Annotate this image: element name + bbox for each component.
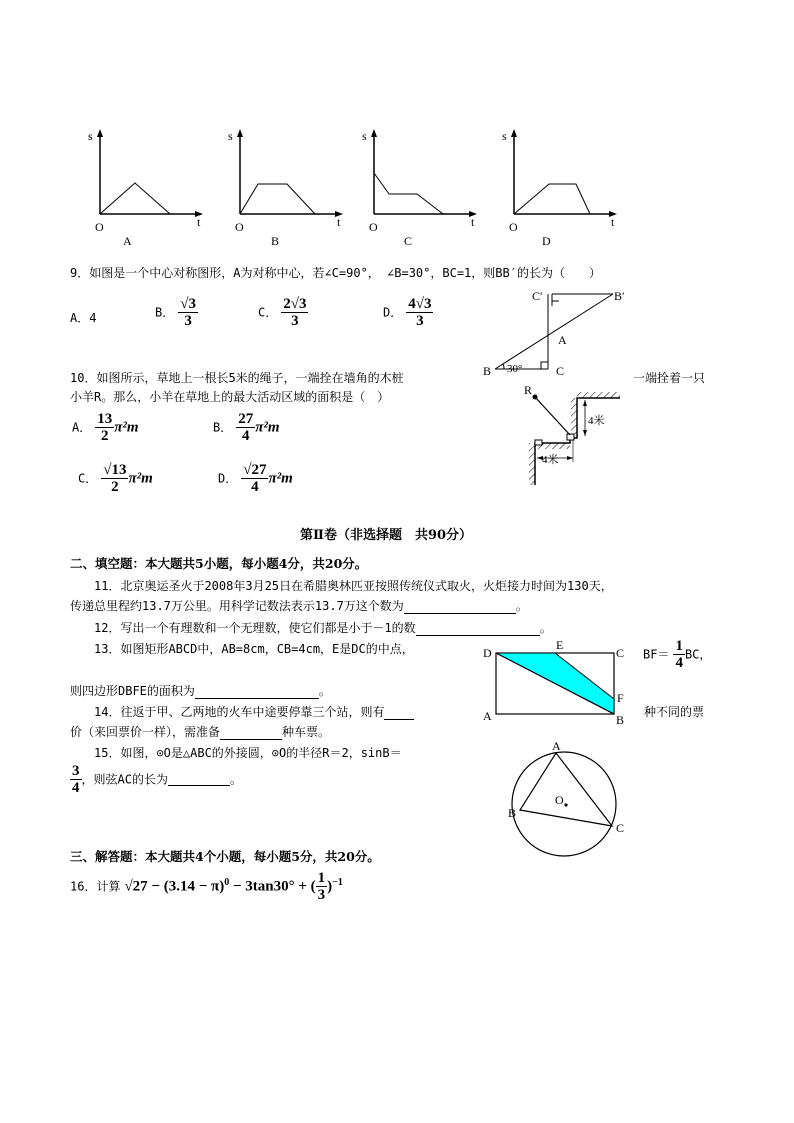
label-o: O: [555, 793, 564, 807]
q12-text: 12．写出一个有理数和一个无理数，使它们都是小于－1的数: [94, 621, 416, 635]
q15-answer-blank[interactable]: [168, 773, 230, 786]
frac-num: 27: [238, 411, 254, 427]
option-tail: π²m: [255, 419, 280, 436]
q15-line1: 15．如图，⊙O是△ABC的外接圆，⊙O的半径R＝2，sinB＝: [94, 746, 402, 760]
frac-num: 2√3: [283, 296, 307, 312]
q13-figure: [480, 640, 630, 725]
graph-b-label: B: [271, 234, 280, 248]
section2-heading: 二、填空题：本大题共5小题，每小题4分，共20分。: [70, 556, 368, 571]
label-angle: 30°: [507, 363, 523, 375]
label-b: B: [616, 713, 625, 727]
frac-num: √3: [180, 296, 196, 312]
q16-expr2: − 3tan30° + (: [229, 878, 316, 895]
origin-label: O: [95, 220, 104, 234]
label-a: A: [552, 739, 561, 753]
q13-end: 。: [318, 684, 331, 698]
q10-option-b: [213, 411, 280, 444]
frac-den: 3: [184, 313, 192, 329]
frac-den: 3: [291, 313, 299, 329]
q9-stem: 9．如图是一个中心对称图形，A为对称中心，若∠C=90°， ∠B=30°，BC=1，则BB′的长为（ ）: [70, 266, 601, 280]
q13-bc: BC，: [684, 647, 712, 662]
option-letter: D．: [383, 305, 403, 320]
q12-line: [94, 620, 552, 636]
option-tail: π²m: [114, 419, 139, 436]
q13-bf: BF＝: [643, 647, 670, 662]
dim-horizontal: 4米: [542, 454, 559, 466]
frac-den: 4: [251, 479, 259, 495]
q11-line2: [70, 598, 528, 614]
option-tail: π²m: [268, 470, 293, 487]
option-value: 4: [89, 311, 97, 325]
label-e: E: [556, 638, 564, 652]
graph-d-label: D: [542, 234, 551, 248]
origin-label: O: [509, 220, 518, 234]
dim-vertical: 4米: [588, 415, 605, 427]
option-letter: B．: [155, 305, 175, 320]
q13-bf-expr: [643, 638, 711, 671]
q11-end: 。: [515, 599, 528, 613]
frac-den: 3: [317, 887, 326, 903]
option-letter: C．: [78, 471, 98, 486]
graph-c: [359, 128, 479, 248]
graph-d: [499, 128, 619, 248]
graph-c-label: C: [404, 234, 413, 248]
q11-text: 传递总里程约13.7万公里。用科学记数法表示13.7万这个数为: [70, 599, 404, 613]
q9-figure: [480, 286, 640, 386]
axis-t-label: t: [337, 215, 341, 229]
q13-answer-blank[interactable]: [195, 686, 319, 699]
graph-a: [85, 128, 205, 248]
frac-den: 2: [100, 428, 109, 444]
q16-expr3: ): [327, 878, 333, 895]
q15-end: 。: [229, 772, 242, 787]
q16-line: [70, 870, 343, 903]
q9-option-c: [258, 296, 308, 329]
q16-exp0: 0: [224, 876, 230, 888]
q15-figure: [500, 740, 640, 860]
label-b: B: [508, 806, 517, 820]
option-letter: C．: [258, 305, 278, 320]
axis-s-label: s: [362, 129, 367, 143]
q10-line1a: 10．如图所示，草地上一根长5米的绳子，一端拴在墙角的木桩: [70, 371, 404, 385]
frac-num: 3: [72, 763, 80, 779]
frac-den: 4: [675, 655, 683, 671]
frac-num: 13: [97, 411, 113, 427]
q10-figure: [515, 380, 635, 490]
origin-label: O: [369, 220, 378, 234]
q9-option-b: [155, 296, 198, 329]
section3-heading: 三、解答题：本大题共4个小题，每小题5分，共20分。: [70, 849, 380, 864]
q16-label: 16．计算: [70, 879, 121, 894]
axis-t-label: t: [611, 215, 615, 229]
q12-end: 。: [539, 621, 552, 635]
q11-line1: 11．北京奥运圣火于2008年3月25日在希腊奥林匹亚按照传统仪式取火，火炬接力时间为130天，: [94, 579, 613, 593]
q9-option-a: [70, 310, 96, 326]
q14-line1: [94, 704, 414, 720]
q13-line1: 13．如图矩形ABCD中，AB=8cm，CB=4cm，E是DC的中点，: [94, 642, 414, 656]
part2-title: 第Ⅱ卷（非选择题 共90分）: [300, 528, 473, 543]
option-letter: A．: [70, 311, 90, 325]
graph-a-label: A: [123, 234, 132, 248]
frac-num: 4√3: [408, 296, 432, 312]
q14-line2: [70, 724, 330, 740]
frac-den: 2: [111, 479, 119, 495]
q11-answer-blank[interactable]: [404, 601, 516, 614]
q16-expr1: √27 − (3.14 − π): [124, 878, 225, 895]
label-c: C: [616, 646, 625, 660]
q10-option-c: [78, 462, 153, 495]
option-letter: B．: [213, 420, 233, 435]
frac-den: 4: [241, 428, 250, 444]
graph-b: [225, 128, 345, 248]
label-r: R: [524, 383, 533, 397]
axis-t-label: t: [197, 215, 201, 229]
axis-s-label: s: [228, 129, 233, 143]
axis-t-label: t: [471, 215, 475, 229]
axis-s-label: s: [502, 129, 507, 143]
q15-line2: [70, 763, 242, 796]
frac-den: 4: [72, 780, 80, 796]
q12-answer-blank[interactable]: [416, 623, 540, 636]
q15-text: ，则弦AC的长为: [81, 772, 168, 787]
label-a: A: [558, 333, 567, 347]
q14-end: 种车票。: [282, 725, 331, 739]
axis-s-label: s: [88, 129, 93, 143]
frac-num: 1: [675, 638, 683, 654]
q10-line1b: 一端拴着一只: [633, 371, 706, 385]
q14-answer-blank-2[interactable]: [220, 727, 282, 740]
q16-exp: −1: [332, 876, 343, 888]
option-letter: A．: [72, 420, 92, 435]
option-tail: π²m: [128, 470, 153, 487]
label-c-prime: C′: [532, 289, 543, 303]
label-a: A: [483, 709, 492, 723]
q14-text2: 价（来回票价一样），需准备: [70, 725, 221, 739]
q14-answer-blank-1[interactable]: [384, 707, 414, 720]
frac-num: 1: [317, 870, 326, 886]
q10-option-d: [218, 462, 293, 495]
option-letter: D．: [218, 471, 238, 486]
origin-label: O: [235, 220, 244, 234]
label-c: C: [556, 364, 565, 378]
label-d: D: [483, 646, 492, 660]
q9-option-d: [383, 296, 433, 329]
label-f: F: [617, 691, 624, 705]
q14-text: 14．往返于甲、乙两地的火车中途要停靠三个站，则有: [94, 705, 385, 719]
label-b: B: [483, 364, 492, 378]
q14-line1-end: 种不同的票: [644, 705, 705, 719]
frac-den: 3: [416, 313, 424, 329]
label-b-prime: B′: [614, 289, 625, 303]
label-c: C: [616, 821, 625, 835]
q13-line2: [70, 683, 331, 699]
q13-text: 则四边形DBFE的面积为: [70, 684, 195, 698]
q10-line2: 小羊R。那么，小羊在草地上的最大活动区域的面积是（ ）: [70, 390, 390, 404]
frac-num: √27: [243, 462, 267, 478]
frac-num: √13: [103, 462, 127, 478]
q10-option-a: [72, 411, 139, 444]
